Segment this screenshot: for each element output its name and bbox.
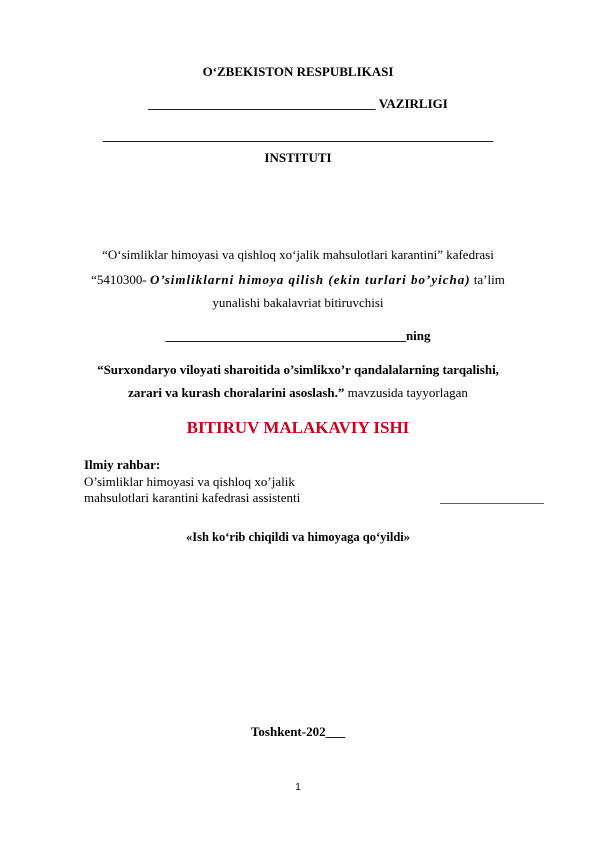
supervisor-label: Ilmiy rahbar:: [84, 457, 161, 472]
institute-blank: ____________________________________________________________: [103, 128, 493, 143]
topic-rest: mavzusida tayyorlagan: [347, 385, 468, 400]
supervisor-line-2: mahsulotlari karantini kafedrasi assistenti: [84, 490, 301, 505]
department-line: “O‘simliklar himoyasi va qishloq xo‘jalik mahsulotlari karantini” kafedrasi: [102, 247, 494, 262]
institute-label: INSTITUTI: [264, 150, 332, 165]
supervisor-line-1: O’simliklar himoyasi va qishloq xo’jalik: [84, 474, 295, 489]
direction-suffix: ta’lim: [473, 272, 505, 287]
direction-line: [0, 272, 596, 288]
topic-line-1: “Surxondaryo viloyati sharoitida o’simlikxo’r qandalalarning tarqalishi,: [97, 362, 499, 377]
direction-name: O’simliklarni himoya qilish (ekin turlari bo’yicha): [150, 272, 471, 287]
topic-bold: zarari va kurash choralarini asoslash.”: [128, 385, 345, 400]
city-year: [0, 724, 596, 740]
republic-heading: O‘ZBEKISTON RESPUBLIKASI: [202, 64, 394, 79]
topic-line-2: [0, 385, 596, 401]
program-line: yunalishi bakalavriat bitiruvchisi: [212, 295, 384, 310]
ministry-blank: ___________________________________: [148, 96, 376, 111]
direction-code: “5410300-: [91, 272, 147, 287]
defense-note: «Ish ko‘rib chiqildi va himoyaga qo‘yildi»: [185, 530, 410, 544]
page-number: 1: [295, 782, 301, 793]
ministry-label: VAZIRLIGI: [378, 96, 448, 111]
ministry-line: [0, 96, 596, 112]
student-line: [0, 328, 596, 344]
thesis-title: BITIRUV MALAKAVIY ISHI: [186, 418, 410, 437]
city-year-text: Toshkent-202: [250, 724, 326, 739]
student-blank: _____________________________________: [165, 328, 406, 343]
student-suffix: ning: [405, 328, 431, 343]
signature-blank: ________________: [440, 490, 544, 505]
year-blank: ___: [325, 724, 346, 739]
